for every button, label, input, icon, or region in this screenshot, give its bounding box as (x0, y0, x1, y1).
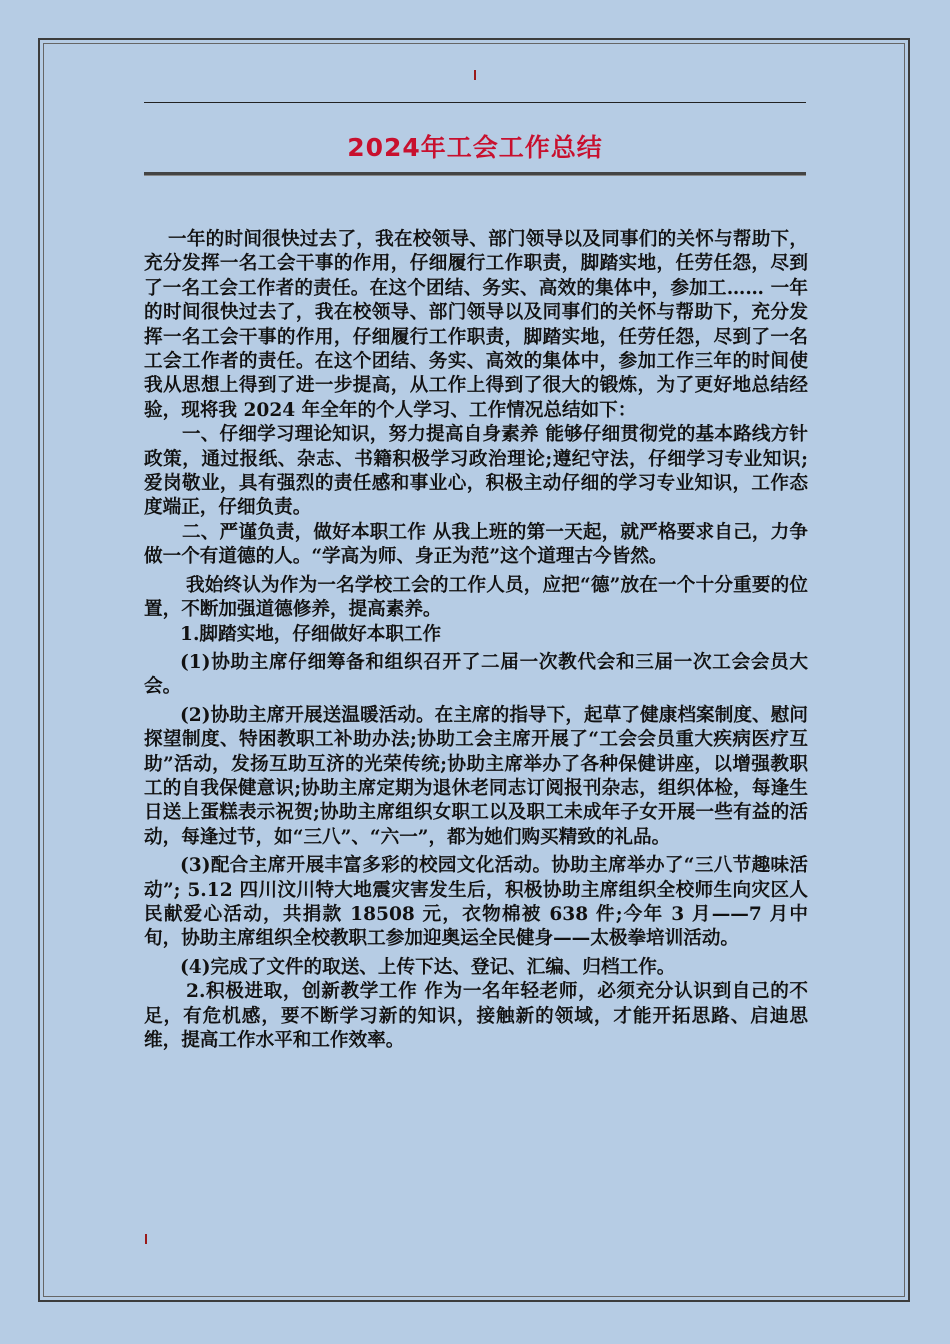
paragraph-item-4: (4)完成了文件的取送、上传下达、登记、汇编、归档工作。 (180, 956, 676, 978)
title-rule (144, 172, 806, 176)
paragraph-item-1: (1)协助主席仔细筹备和组织召开了二届一次教代会和三届一次工会会员大会。 (144, 651, 808, 698)
paragraph-item-2: (2)协助主席开展送温暖活动。在主席的指导下，起草了健康档案制度、慰问探望制度、特困教职工补助办法;协助工会主席开展了“工会会员重大疾病医疗互助”活动，发扬互助互济的光荣传统;协助主席举办了各种保健讲座，以增强教职工的自我保健意识;协助主席定期为退休老同志订阅报刊杂志，组织体检，每逢生日送上蛋糕表示祝贺;协助主席组织女职工以及职工未成年子女开展一些有益的活动，每逢过节，如“三八”、“六一”，都为她们购买精致的礼品。 (144, 704, 808, 848)
paragraph-section-2: 二、严谨负责，做好本职工作 从我上班的第一天起，就严格要求自己，力争做一个有道德的人。“学高为师、身正为范”这个道理古今皆然。 (144, 521, 808, 568)
paragraph-item-3: (3)配合主席开展丰富多彩的校园文化活动。协助主席举办了“三八节趣味活动”; 5.12 四川汶川特大地震灾害发生后，积极协助主席组织全校师生向灾区人民献爱心活动，共捐款 18508 元，衣物棉被 638 件;今年 3 月——7 月中旬，协助主席组织全校教职工参加迎奥运全民健身——太极拳培训活动。 (144, 855, 808, 950)
document-body (144, 228, 808, 1053)
footer-mark (145, 1234, 147, 1244)
paragraph-section-1: 一、仔细学习理论知识，努力提高自身素养 能够仔细贯彻党的基本路线方针政策，通过报纸、杂志、书籍积极学习政治理论;遵纪守法，仔细学习专业知识;爱岗敬业，具有强烈的责任感和事业心，积极主动仔细的学习专业知识，工作态度端正，仔细负责。 (144, 424, 808, 519)
paragraph-intro: 一年的时间很快过去了，我在校领导、部门领导以及同事们的关怀与帮助下，充分发挥一名工会干事的作用，仔细履行工作职责，脚踏实地，任劳任怨，尽到了一名工会工作者的责任。在这个团结、务实、高效的集体中，参加工…… 一年的时间很快过去了，我在校领导、部门领导以及同事们的关怀与帮助下，充分发挥一名工会干事的作用，仔细履行工作职责，脚踏实地，任劳任怨，尽到了一名工会工作者的责任。在这个团结、务实、高效的集体中，参加工作三年的时间使我从思想上得到了进一步提高，从工作上得到了很大的锻炼，为了更好地总结经验，现将我 2024 年全年的个人学习、工作情况总结如下： (144, 229, 808, 421)
paragraph-virtue: 我始终认为作为一名学校工会的工作人员，应把“德”放在一个十分重要的位置，不断加强道德修养，提高素养。 (144, 574, 808, 621)
paragraph-subheading-1: 1.脚踏实地，仔细做好本职工作 (180, 623, 442, 645)
document-title: 2024年工会工作总结 (347, 133, 603, 162)
paragraph-subheading-2: 2.积极进取，创新教学工作 作为一名年轻老师，必须充分认识到自己的不足，有危机感，要不断学习新的知识，接触新的领域，才能开拓思路、启迪思维，提高工作水平和工作效率。 (144, 981, 808, 1051)
header-mark (474, 70, 476, 80)
header-rule (144, 102, 806, 103)
